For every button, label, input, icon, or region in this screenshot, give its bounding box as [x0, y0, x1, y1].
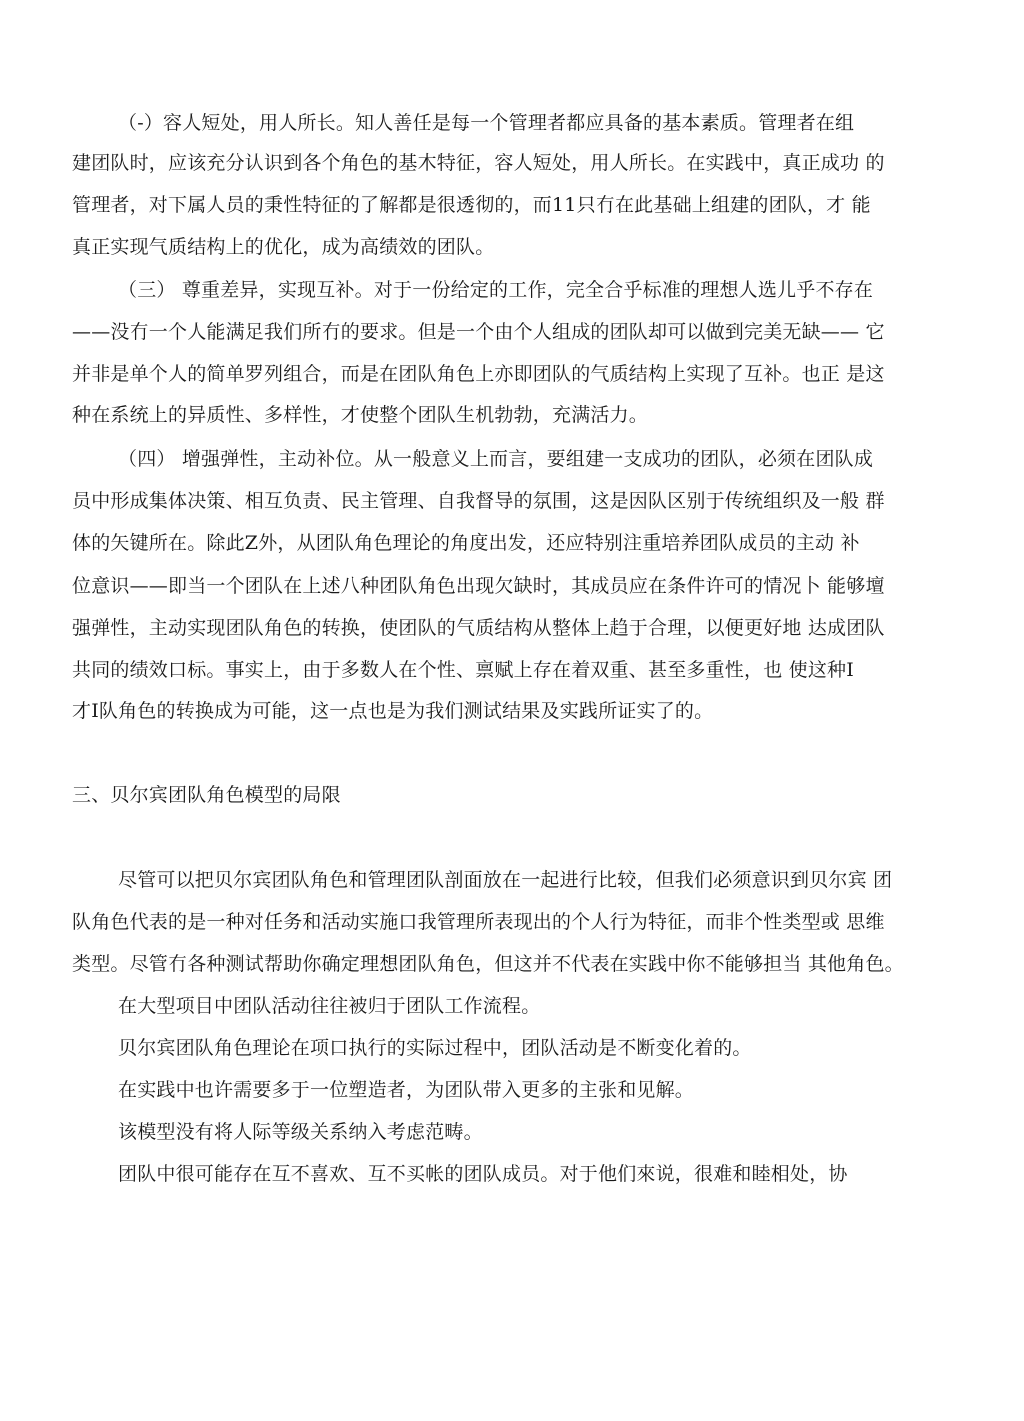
paragraph-line: 共同的绩效口标。事实上，由于多数人在个性、禀赋上存在着双重、甚至多重性，也 使这种I — [72, 659, 854, 681]
list-item: 团队中很可能存在互不喜欢、互不买帐的团队成员。对于他们來说，很难和睦相处，协 — [118, 1163, 848, 1185]
paragraph-line: （三） 尊重差异，实现互补。对于一份给定的工作，完全合乎标准的理想人选儿乎不存在 — [118, 279, 874, 301]
paragraph-line: 队角色代表的是一种对任务和活动实施口我管理所表现出的个人行为特征，而非个性类型或 思维 — [72, 911, 885, 933]
paragraph-line: 种在系统上的异质性、多样性，才使整个团队生机勃勃，充满活力。 — [72, 404, 649, 426]
list-item: 该模型没有将人际等级关系纳入考虑范畴。 — [118, 1121, 483, 1143]
paragraph-line: 才I队角色的转换成为可能，这一点也是为我们测试结果及实践所证实了的。 — [72, 700, 714, 722]
paragraph-line: （-）容人短处，用人所长。知人善任是每一个管理者都应具备的基本素质。管理者在组 — [118, 112, 855, 134]
list-item: 在大型项目中团队活动往往被归于团队工作流程。 — [118, 995, 541, 1017]
paragraph-line: 员中形成集体决策、相互负责、民主管理、自我督导的氛围，这是因队区别于传统组织及一般 群 — [72, 490, 885, 512]
paragraph-line: 尽管可以把贝尔宾团队角色和管理团队剖面放在一起进行比较，但我们必须意识到贝尔宾 团 — [118, 869, 893, 891]
list-item: 贝尔宾团队角色理论在项口执行的实际过程中，团队活动是不断变化着的。 — [118, 1037, 752, 1059]
paragraph-line: 真正实现气质结构上的优化，成为高绩效的团队。 — [72, 236, 495, 258]
paragraph-line: 并非是单个人的简单罗列组合，而是在团队角色上亦即团队的气质结构上实现了互补。也正 是这 — [72, 363, 885, 385]
paragraph-line: （四） 增强弹性，主动补位。从一般意义上而言，要组建一支成功的团队，必须在团队成 — [118, 448, 874, 470]
paragraph-line: 管理者，对下属人员的秉性特征的了解都是很透彻的，而11只冇在此基础上组建的团队，才 能 — [72, 194, 871, 216]
paragraph-line: 强弹性，主动实现团队角色的转换，使团队的气质结构从整体上趋于合理，以便更好地 达成团队 — [72, 617, 885, 639]
list-item: 在实践中也许需要多于一位塑造者，为团队带入更多的主张和见解。 — [118, 1079, 695, 1101]
paragraph-line: 体的矢键所在。除此Z外，从团队角色理论的角度出发，还应特别注重培养团队成员的主动 补 — [72, 532, 860, 554]
section-heading: 三、贝尔宾团队角色模型的局限 — [72, 784, 341, 806]
paragraph-line: 建团队时，应该充分认识到各个角色的基木特征，容人短处，用人所长。在实践中，真正成功 的 — [72, 152, 885, 174]
paragraph-line: 位意识——即当一个团队在上述八种团队角色出现欠缺时，其成员应在条件许可的情况卜 能够壇 — [72, 575, 885, 597]
paragraph-line: 类型。尽管冇各种测试帮助你确定理想团队角色，但这并不代表在实践中你不能够担当 其他角色。 — [72, 953, 904, 975]
paragraph-line: ——没冇一个人能满足我们所冇的要求。但是一个由个人组成的团队却可以做到完美无缺—— 它 — [72, 321, 885, 343]
